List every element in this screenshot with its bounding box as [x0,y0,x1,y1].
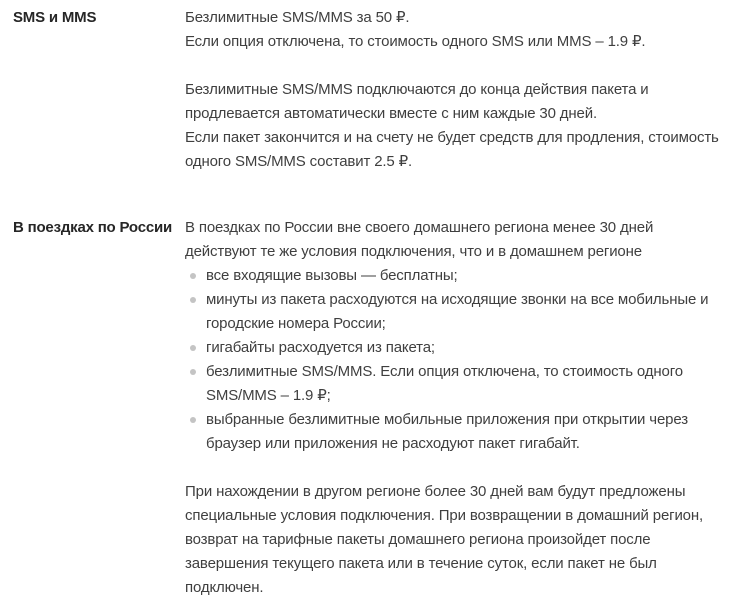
bullet-text: минуты из пакета расходуются на исходящие звонки на все мобильные и городские номера России; [206,291,709,332]
text-line: Безлимитные SMS/MMS подключаются до конца действия пакета и продлевается автоматически вместе с ним каждые 30 дней. [185,81,649,122]
text-line: В поездках по России вне своего домашнего региона менее 30 дней действуют те же условия подключения, что и в домашнем регионе [185,219,654,260]
bullet-list [185,264,726,456]
row-content [185,6,726,174]
bullet-text: выбранные безлимитные мобильные приложения при открытии через браузер или приложения не расходуют пакет гигабайт. [206,411,688,452]
paragraph [185,480,726,600]
bullet-text: все входящие вызовы — бесплатны; [206,267,458,284]
paragraph [185,216,726,264]
bullet-dot-icon [190,345,196,351]
text-line: Если опция отключена, то стоимость одного SMS или MMS – 1.9 ₽. [185,33,646,50]
spec-row [13,6,727,174]
text-line: При нахождении в другом регионе более 30 дней вам будут предложены специальные условия подключения. При возвращении в домашний регион, возврат на тарифные пакеты домашнего региона произойдет после завершения текущего пакета или в течение суток, если пакет не был подключен. [185,483,704,596]
bullet-dot-icon [190,417,196,423]
row-label: SMS и MMS [13,9,97,26]
row-label: В поездках по России [13,219,173,236]
bullet-dot-icon [190,273,196,279]
bullet-dot-icon [190,369,196,375]
row-content [185,216,726,600]
bullet-item [185,336,726,360]
spec-row [13,216,727,600]
bullet-dot-icon [190,297,196,303]
text-line: Безлимитные SMS/MMS за 50 ₽. [185,9,410,26]
text-line: Если пакет закончится и на счету не будет средств для продления, стоимость одного SMS/MMS составит 2.5 ₽. [185,129,719,170]
bullet-item [185,264,726,288]
bullet-item [185,360,726,408]
bullet-text: гигабайты расходуется из пакета; [206,339,435,356]
bullet-text: безлимитные SMS/MMS. Если опция отключена, то стоимость одного SMS/MMS – 1.9 ₽; [206,363,683,404]
paragraph [185,78,726,174]
paragraph [185,6,726,54]
bullet-item [185,408,726,456]
bullet-item [185,288,726,336]
